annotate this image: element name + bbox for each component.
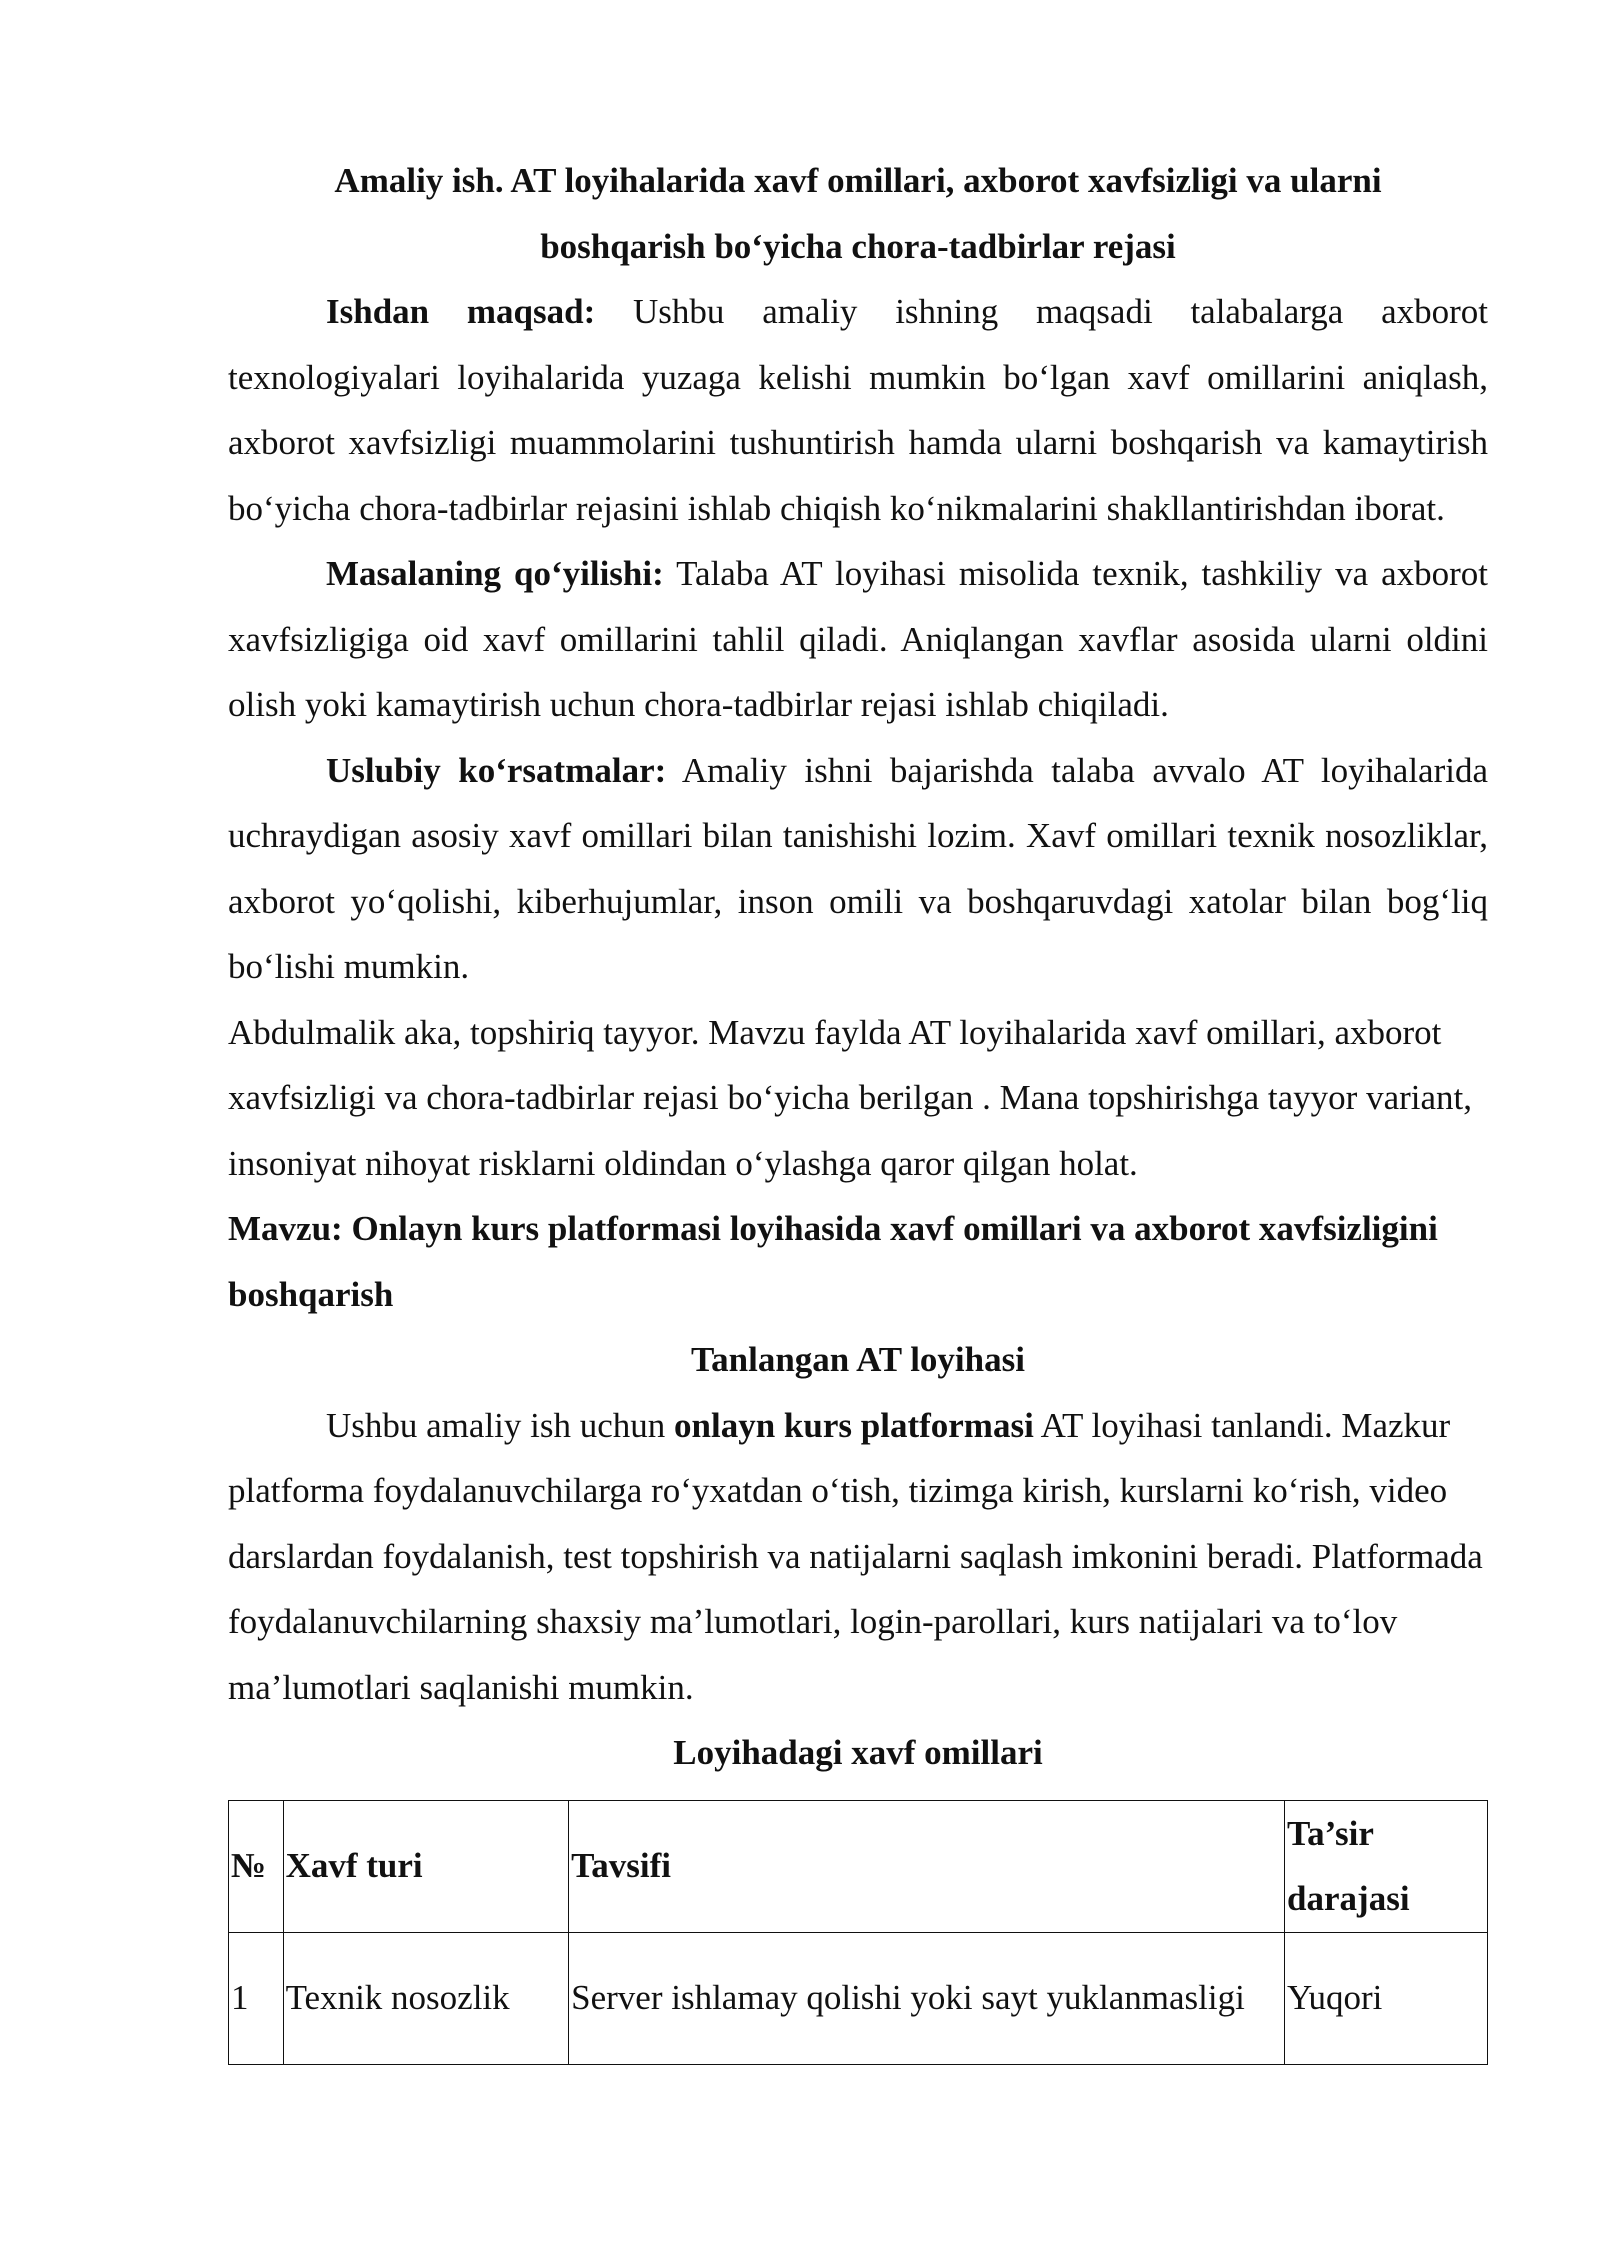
cell-description: Server ishlamay qolishi yoki sayt yuklanmasligi bbox=[569, 1932, 1285, 2064]
project-text-before: Ushbu amaliy ish uchun bbox=[326, 1405, 675, 1445]
guidelines-paragraph bbox=[228, 738, 1488, 1000]
risks-table bbox=[228, 1800, 1488, 2065]
table-header-row bbox=[229, 1800, 1488, 1932]
selected-project-paragraph bbox=[228, 1393, 1488, 1721]
title-line-2: boshqarish bo‘yicha chora-tadbirlar rejasi bbox=[540, 226, 1176, 266]
task-text: Talaba AT loyihasi misolida texnik, tashkiliy va axborot xavfsizligiga oid xavf omillarini tahlil qiladi. Aniqlangan xavflar asosida ularni oldini olish yoki kamaytirish uchun chora-tadbirlar rejasi ishlab chiqiladi. bbox=[228, 554, 1488, 724]
topic-heading: Mavzu: Onlayn kurs platformasi loyihasida xavf omillari va axborot xavfsizligini boshqarish bbox=[228, 1209, 1438, 1314]
task-label: Masalaning qo‘yilishi: bbox=[326, 554, 664, 593]
guidelines-text: Amaliy ishni bajarishda talaba avvalo AT loyihalarida uchraydigan asosiy xavf omillari bilan tanishishi lozim. Xavf omillari texnik nosozliklar, axborot yo‘qolishi, kiberhujumlar, inson omili va boshqaruvdagi xatolar bilan bog‘liq bo‘lishi mumkin. bbox=[228, 750, 1489, 986]
cell-risk-type: Texnik nosozlik bbox=[283, 1932, 569, 2064]
goal-label: Ishdan maqsad: bbox=[326, 292, 596, 331]
col-header-risk-type: Xavf turi bbox=[283, 1800, 569, 1932]
project-text-bold: onlayn kurs platformasi bbox=[674, 1405, 1034, 1445]
note-paragraph: Abdulmalik aka, topshiriq tayyor. Mavzu faylda AT loyihalarida xavf omillari, axborot xavfsizligi va chora-tadbirlar rejasi bo‘yicha berilgan . Mana topshirishga tayyor variant, insoniyat nihoyat risklarni oldindan o‘ylashga qaror qilgan holat. bbox=[228, 1012, 1473, 1183]
col-header-description: Tavsifi bbox=[569, 1800, 1285, 1932]
document-page bbox=[228, 148, 1488, 2065]
cell-impact: Yuqori bbox=[1285, 1932, 1488, 2064]
title-line-1: Amaliy ish. AT loyihalarida xavf omillari, axborot xavfsizligi va ularni bbox=[334, 161, 1382, 200]
risks-heading: Loyihadagi xavf omillari bbox=[673, 1733, 1043, 1772]
table-row bbox=[229, 1932, 1488, 2064]
cell-number: 1 bbox=[229, 1932, 284, 2064]
goal-text: Ushbu amaliy ishning maqsadi talabalarga axborot texnologiyalari loyihalarida yuzaga kelishi mumkin bo‘lgan xavf omillarini aniqlash, axborot xavfsizligi muammolarini tushuntirish hamda ularni boshqarish va kamaytirish bo‘yicha chora-tadbirlar rejasini ishlab chiqish ko‘nikmalarini shakllantirishdan iborat. bbox=[228, 292, 1488, 528]
goal-paragraph bbox=[228, 279, 1488, 541]
col-header-impact: Ta’sir darajasi bbox=[1285, 1800, 1488, 1932]
task-paragraph bbox=[228, 541, 1488, 738]
guidelines-label: Uslubiy ko‘rsatmalar: bbox=[326, 750, 667, 790]
document-title bbox=[228, 148, 1488, 279]
project-text-after: AT loyihasi tanlandi. Mazkur platforma foydalanuvchilarga ro‘yxatdan o‘tish, tizimga kirish, kurslarni ko‘rish, video darslardan foydalanish, test topshirish va natijalarni saqlash imkonini beradi. Platformada foydalanuvchilarning shaxsiy ma’lumotlari, login-parollari, kurs natijalari va to‘lov ma’lumotlari saqlanishi mumkin. bbox=[228, 1405, 1483, 1707]
col-header-number: № bbox=[229, 1800, 284, 1932]
selected-project-heading: Tanlangan AT loyihasi bbox=[691, 1340, 1025, 1379]
